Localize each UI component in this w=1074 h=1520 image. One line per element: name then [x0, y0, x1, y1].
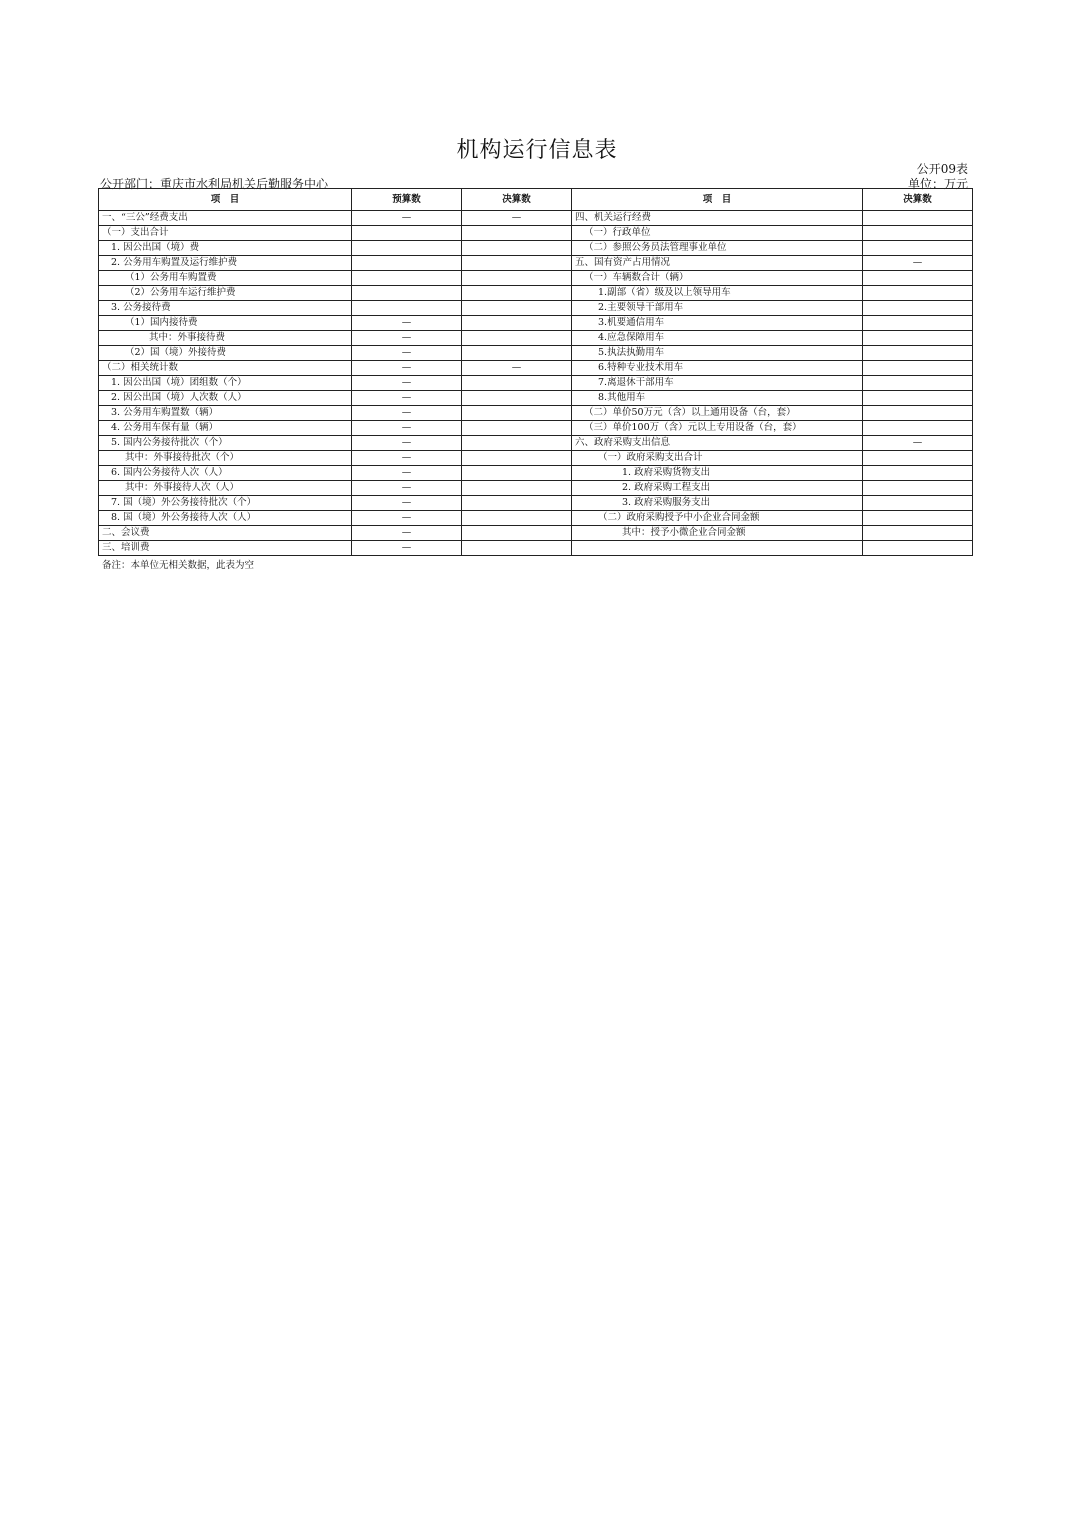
cell-item-left: （1）公务用车购置费 [99, 271, 352, 286]
table-row [99, 361, 973, 376]
cell-item-left: 一、“三公”经费支出 [99, 211, 352, 226]
cell-final-left: — [462, 211, 572, 226]
cell-budget: — [352, 391, 462, 406]
cell-item-right: 5.执法执勤用车 [572, 346, 863, 361]
cell-budget [352, 301, 462, 316]
header-final-left: 决算数 [462, 189, 572, 211]
cell-budget: — [352, 526, 462, 541]
cell-final-left [462, 526, 572, 541]
cell-final-left [462, 271, 572, 286]
cell-item-right: 8.其他用车 [572, 391, 863, 406]
cell-final-right [863, 226, 973, 241]
cell-item-left: 其中：外事接待费 [99, 331, 352, 346]
table-row [99, 241, 973, 256]
cell-budget: — [352, 511, 462, 526]
cell-final-left [462, 541, 572, 556]
cell-item-left: （二）相关统计数 [99, 361, 352, 376]
cell-item-right: （二）政府采购授予中小企业合同金额 [572, 511, 863, 526]
cell-item-right: （三）单价100万（含）元以上专用设备（台，套） [572, 421, 863, 436]
cell-final-left [462, 286, 572, 301]
cell-item-left: 6. 国内公务接待人次（人） [99, 466, 352, 481]
cell-item-right: （一）车辆数合计（辆） [572, 271, 863, 286]
table-row [99, 481, 973, 496]
cell-budget [352, 256, 462, 271]
cell-final-left [462, 421, 572, 436]
cell-final-right [863, 361, 973, 376]
cell-budget: — [352, 541, 462, 556]
cell-final-right [863, 526, 973, 541]
cell-final-right [863, 511, 973, 526]
table-row [99, 331, 973, 346]
cell-item-right: 3.机要通信用车 [572, 316, 863, 331]
cell-budget: — [352, 316, 462, 331]
cell-item-right [572, 541, 863, 556]
cell-final-right [863, 496, 973, 511]
cell-final-right [863, 421, 973, 436]
header-item-right: 项 目 [572, 189, 863, 211]
cell-budget: — [352, 376, 462, 391]
cell-final-left [462, 466, 572, 481]
cell-final-left [462, 496, 572, 511]
cell-final-right: — [863, 436, 973, 451]
page-title: 机构运行信息表 [456, 138, 618, 163]
cell-item-left: 二、会议费 [99, 526, 352, 541]
cell-item-left: 三、培训费 [99, 541, 352, 556]
cell-final-left [462, 406, 572, 421]
cell-final-right [863, 316, 973, 331]
cell-item-right: （一）行政单位 [572, 226, 863, 241]
cell-budget: — [352, 406, 462, 421]
cell-item-left: 3. 公务接待费 [99, 301, 352, 316]
cell-final-right [863, 301, 973, 316]
cell-final-right [863, 271, 973, 286]
cell-final-left [462, 376, 572, 391]
cell-item-right: 1. 政府采购货物支出 [572, 466, 863, 481]
cell-budget: — [352, 496, 462, 511]
cell-budget: — [352, 451, 462, 466]
header-final-right: 决算数 [863, 189, 973, 211]
cell-item-right: 其中：授予小微企业合同金额 [572, 526, 863, 541]
cell-item-left: （1）国内接待费 [99, 316, 352, 331]
table-row [99, 406, 973, 421]
cell-budget [352, 271, 462, 286]
table-row [99, 211, 973, 226]
table-header-row [99, 189, 973, 211]
cell-budget [352, 226, 462, 241]
cell-budget: — [352, 466, 462, 481]
cell-item-right: 6.特种专业技术用车 [572, 361, 863, 376]
footnote: 备注：本单位无相关数据，此表为空 [102, 560, 255, 571]
table-row [99, 511, 973, 526]
cell-item-left: 7. 国（境）外公务接待批次（个） [99, 496, 352, 511]
cell-final-left [462, 511, 572, 526]
table-row [99, 376, 973, 391]
table-row [99, 451, 973, 466]
cell-final-right [863, 241, 973, 256]
cell-budget: — [352, 211, 462, 226]
cell-final-right [863, 211, 973, 226]
cell-item-right: 五、国有资产占用情况 [572, 256, 863, 271]
cell-item-left: 8. 国（境）外公务接待人次（人） [99, 511, 352, 526]
cell-item-left: 1. 因公出国（境）费 [99, 241, 352, 256]
cell-final-right: — [863, 256, 973, 271]
cell-item-right: 1.副部（省）级及以上领导用车 [572, 286, 863, 301]
cell-final-left [462, 436, 572, 451]
cell-final-left [462, 256, 572, 271]
cell-final-right [863, 286, 973, 301]
cell-final-right [863, 376, 973, 391]
form-number: 公开09表 [916, 162, 968, 176]
cell-final-left [462, 301, 572, 316]
cell-item-right: 3. 政府采购服务支出 [572, 496, 863, 511]
cell-item-left: 3. 公务用车购置数（辆） [99, 406, 352, 421]
cell-item-right: 六、政府采购支出信息 [572, 436, 863, 451]
table-row [99, 256, 973, 271]
header-item-left: 项 目 [99, 189, 352, 211]
table-row [99, 421, 973, 436]
cell-budget: — [352, 361, 462, 376]
cell-item-right: 2. 政府采购工程支出 [572, 481, 863, 496]
info-table [98, 188, 973, 556]
cell-final-left [462, 241, 572, 256]
cell-budget: — [352, 421, 462, 436]
table-row [99, 226, 973, 241]
cell-final-left [462, 451, 572, 466]
cell-budget [352, 286, 462, 301]
cell-item-left: （一）支出合计 [99, 226, 352, 241]
cell-final-right [863, 541, 973, 556]
cell-final-left [462, 226, 572, 241]
cell-final-right [863, 331, 973, 346]
cell-budget: — [352, 346, 462, 361]
cell-item-right: 2.主要领导干部用车 [572, 301, 863, 316]
cell-item-left: 其中：外事接待批次（个） [99, 451, 352, 466]
table-row [99, 496, 973, 511]
unit-label: 单位：万元 [907, 177, 968, 191]
table-row [99, 541, 973, 556]
cell-final-right [863, 391, 973, 406]
table-row [99, 271, 973, 286]
cell-final-right [863, 346, 973, 361]
cell-item-right: （二）单价50万元（含）以上通用设备（台，套） [572, 406, 863, 421]
table-row [99, 466, 973, 481]
table-row [99, 526, 973, 541]
cell-final-left [462, 316, 572, 331]
cell-item-left: 4. 公务用车保有量（辆） [99, 421, 352, 436]
cell-budget: — [352, 331, 462, 346]
cell-item-left: （2）国（境）外接待费 [99, 346, 352, 361]
cell-budget: — [352, 481, 462, 496]
cell-final-right [863, 406, 973, 421]
cell-item-left: （2）公务用车运行维护费 [99, 286, 352, 301]
table-row [99, 436, 973, 451]
table-row [99, 301, 973, 316]
cell-final-left [462, 391, 572, 406]
cell-item-right: （二）参照公务员法管理事业单位 [572, 241, 863, 256]
table-row [99, 391, 973, 406]
cell-item-left: 1. 因公出国（境）团组数（个） [99, 376, 352, 391]
header-budget: 预算数 [352, 189, 462, 211]
table-row [99, 346, 973, 361]
cell-item-right: 7.离退休干部用车 [572, 376, 863, 391]
table-row [99, 286, 973, 301]
cell-item-right: （一）政府采购支出合计 [572, 451, 863, 466]
cell-final-right [863, 481, 973, 496]
cell-final-right [863, 466, 973, 481]
cell-final-left [462, 346, 572, 361]
cell-final-right [863, 451, 973, 466]
cell-item-right: 四、机关运行经费 [572, 211, 863, 226]
cell-item-left: 2. 因公出国（境）人次数（人） [99, 391, 352, 406]
cell-budget: — [352, 436, 462, 451]
cell-final-left [462, 331, 572, 346]
cell-final-left [462, 481, 572, 496]
cell-item-left: 其中：外事接待人次（人） [99, 481, 352, 496]
cell-item-left: 5. 国内公务接待批次（个） [99, 436, 352, 451]
cell-final-left: — [462, 361, 572, 376]
cell-item-left: 2. 公务用车购置及运行维护费 [99, 256, 352, 271]
table-row [99, 316, 973, 331]
department-label: 公开部门：重庆市水利局机关后勤服务中心 [100, 177, 329, 191]
cell-item-right: 4.应急保障用车 [572, 331, 863, 346]
cell-budget [352, 241, 462, 256]
